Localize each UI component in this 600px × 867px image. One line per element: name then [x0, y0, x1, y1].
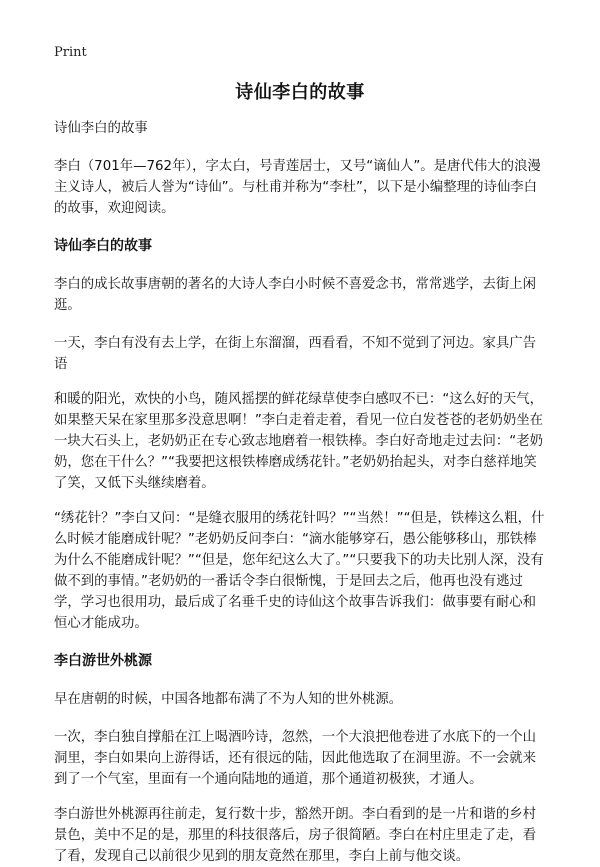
- section-heading: 李白游世外桃源: [54, 653, 152, 669]
- paragraph: 李白的成长故事唐朝的著名的大诗人李白小时候不喜爱念书，常常逃学，去街上闲逛。: [54, 277, 537, 313]
- intro-paragraph: 李白（701年—762年），字太白，号青莲居士，又号“谪仙人”。是唐代伟大的浪漫主义诗人，被后人誉为“诗仙”。与杜甫并称为“李杜”，以下是小编整理的诗仙李白的故事，欢迎阅读。: [54, 159, 541, 216]
- paragraph: 一天，李白有没有去上学，在街上东溜溜，西看看，不知不觉到了河边。家具广告语: [54, 336, 537, 372]
- article-body: [54, 118, 548, 867]
- paragraph: 一次，李白独自撑船在江上喝酒吟诗，忽然，一个大浪把他卷进了水底下的一个山洞里，李白如果向上游得话，还有很远的陆，因此他选取了在洞里游。不一会就来到了一个气室，里面有一个通向陆地的通道，那个通道初极狭，才通人。: [54, 730, 537, 787]
- paragraph: 李白游世外桃源再往前走，复行数十步，豁然开朗。李白看到的是一片和谐的乡村景色，美中不足的是，那里的科技很落后，房子很简陋。李白在村庄里走了走，看了看，发现自己以前很少见到的朋友竟然在那里，李白上前与他交谈。: [54, 807, 537, 864]
- page-title: 诗仙李白的故事: [235, 82, 365, 103]
- paragraph: “绣花针？”李白又问：“是缝衣服用的绣花针吗？”“当然！”“但是，铁棒这么粗，什么时候才能磨成针呢？”老奶奶反问李白：“滴水能够穿石，愚公能够移山，那铁棒为什么不能磨成针呢？”“但是，您年纪这么大了。”“只要我下的功夫比别人深，没有做不到的事情。”老奶奶的一番话令李白很惭愧，于是回去之后，他再也没有逃过学，学习也很用功，最后成了名垂千史的诗仙这个故事告诉我们：做事要有耐心和恒心才能成功。: [54, 511, 545, 631]
- section-heading: 诗仙李白的故事: [54, 238, 152, 254]
- article-subtitle: 诗仙李白的故事: [54, 121, 148, 136]
- paragraph: 早在唐朝的时候，中国各地都布满了不为人知的世外桃源。: [54, 692, 403, 707]
- print-link[interactable]: Print: [54, 45, 87, 60]
- paragraph: 和暖的阳光，欢快的小鸟，随风摇摆的鲜花绿草使李白感叹不已：“这么好的天气，如果整天呆在家里那多没意思啊！”李白走着走着，看见一位白发苍苍的老奶奶坐在一块大石头上，老奶奶正在专心致志地磨着一根铁棒。李白好奇地走过去问：“老奶奶，您在干什么？”“我要把这根铁棒磨成绣花针。”老奶奶抬起头，对李白慈祥地笑了笑，又低下头继续磨着。: [54, 392, 543, 491]
